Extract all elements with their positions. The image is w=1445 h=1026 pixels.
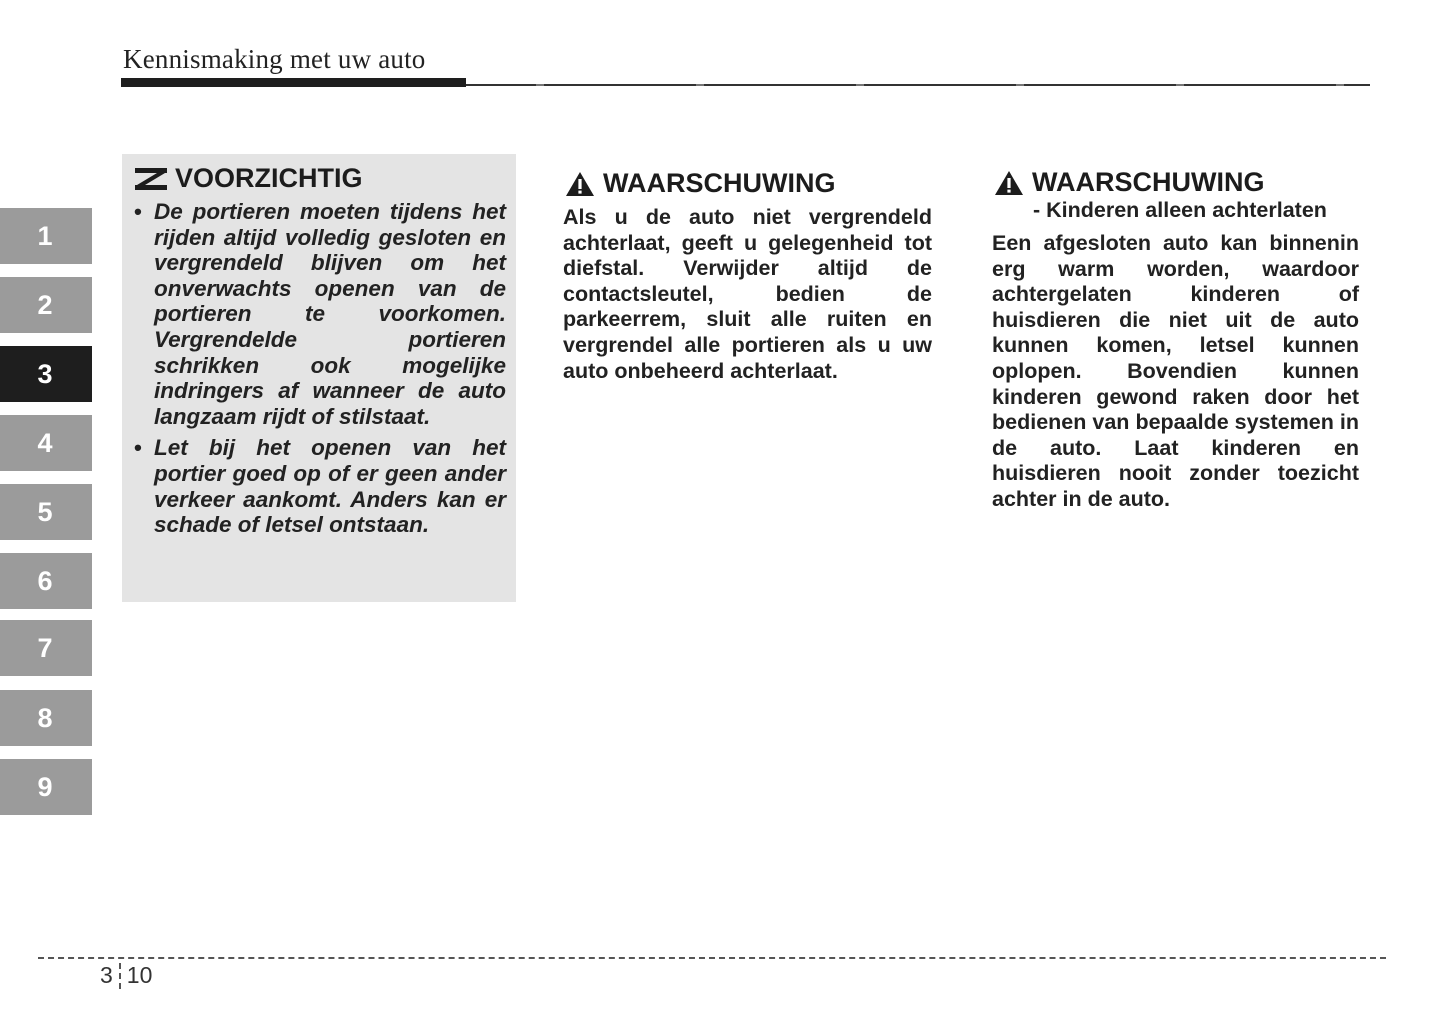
- warning-heading-1: [565, 168, 835, 199]
- chapter-tab-4[interactable]: 4: [0, 415, 92, 471]
- warning-triangle-icon: [565, 171, 595, 197]
- footer-rule: [38, 957, 1386, 959]
- caution-title: VOORZICHTIG: [175, 163, 363, 193]
- warning-text-2: Een afgesloten auto kan binnenin erg warm worden, waardoor achtergelaten kinderen of huisdieren die niet uit de auto kunnen komen, letsel kunnen oplopen. Bovendien kunnen kinderen gewond raken door het bedienen van bepaalde systemen in de auto. Laat kinderen en huisdieren nooit zonder toezicht achter in de auto.: [992, 231, 1359, 511]
- caution-icon: [135, 168, 167, 190]
- chapter-tab-3[interactable]: 3: [0, 346, 92, 402]
- page-number-separator: [119, 963, 121, 989]
- chapter-tab-9[interactable]: 9: [0, 759, 92, 815]
- header-rule: [466, 84, 1370, 86]
- header-bar: [121, 78, 466, 87]
- chapter-tab-7[interactable]: 7: [0, 620, 92, 676]
- warning-title-2: WAARSCHUWING: [1032, 167, 1265, 197]
- warning-subtitle-2: - Kinderen alleen achterlaten: [1033, 198, 1327, 222]
- chapter-tab-5[interactable]: 5: [0, 484, 92, 540]
- caution-list: [132, 199, 506, 544]
- chapter-tab-1[interactable]: 1: [0, 208, 92, 264]
- caution-item-1: • De portieren moeten tijdens het rijden altijd volledig gesloten en vergrendeld blijven om het onverwachts openen van de portieren te voorkomen. Vergrendelde portieren schrikken ook mogelijke indringers af wanneer de auto langzaam rijdt of stilstaat.: [132, 199, 506, 429]
- warning-text-1: Als u de auto niet vergrendeld achterlaat, geeft u gelegenheid tot diefstal. Verwijder altijd de contactsleutel, bedien de parkeerrem, sluit alle ruiten en vergrendel alle portieren als u uw auto onbeheerd achterlaat.: [563, 205, 932, 383]
- chapter-tab-6[interactable]: 6: [0, 553, 92, 609]
- warning-title-1: WAARSCHUWING: [603, 168, 836, 198]
- chapter-tab-8[interactable]: 8: [0, 690, 92, 746]
- page-number: [100, 962, 152, 989]
- chapter-tab-2[interactable]: 2: [0, 277, 92, 333]
- caution-item-2: • Let bij het openen van het portier goed op of er geen ander verkeer aankomt. Anders kan er schade of letsel ontstaan.: [132, 435, 506, 537]
- page-header-title: Kennismaking met uw auto: [123, 44, 426, 74]
- page-index: 10: [126, 962, 153, 988]
- caution-heading: [135, 163, 363, 194]
- warning-heading-2: [994, 167, 1264, 198]
- page-chapter: 3: [100, 962, 113, 988]
- warning-triangle-icon: [994, 170, 1024, 196]
